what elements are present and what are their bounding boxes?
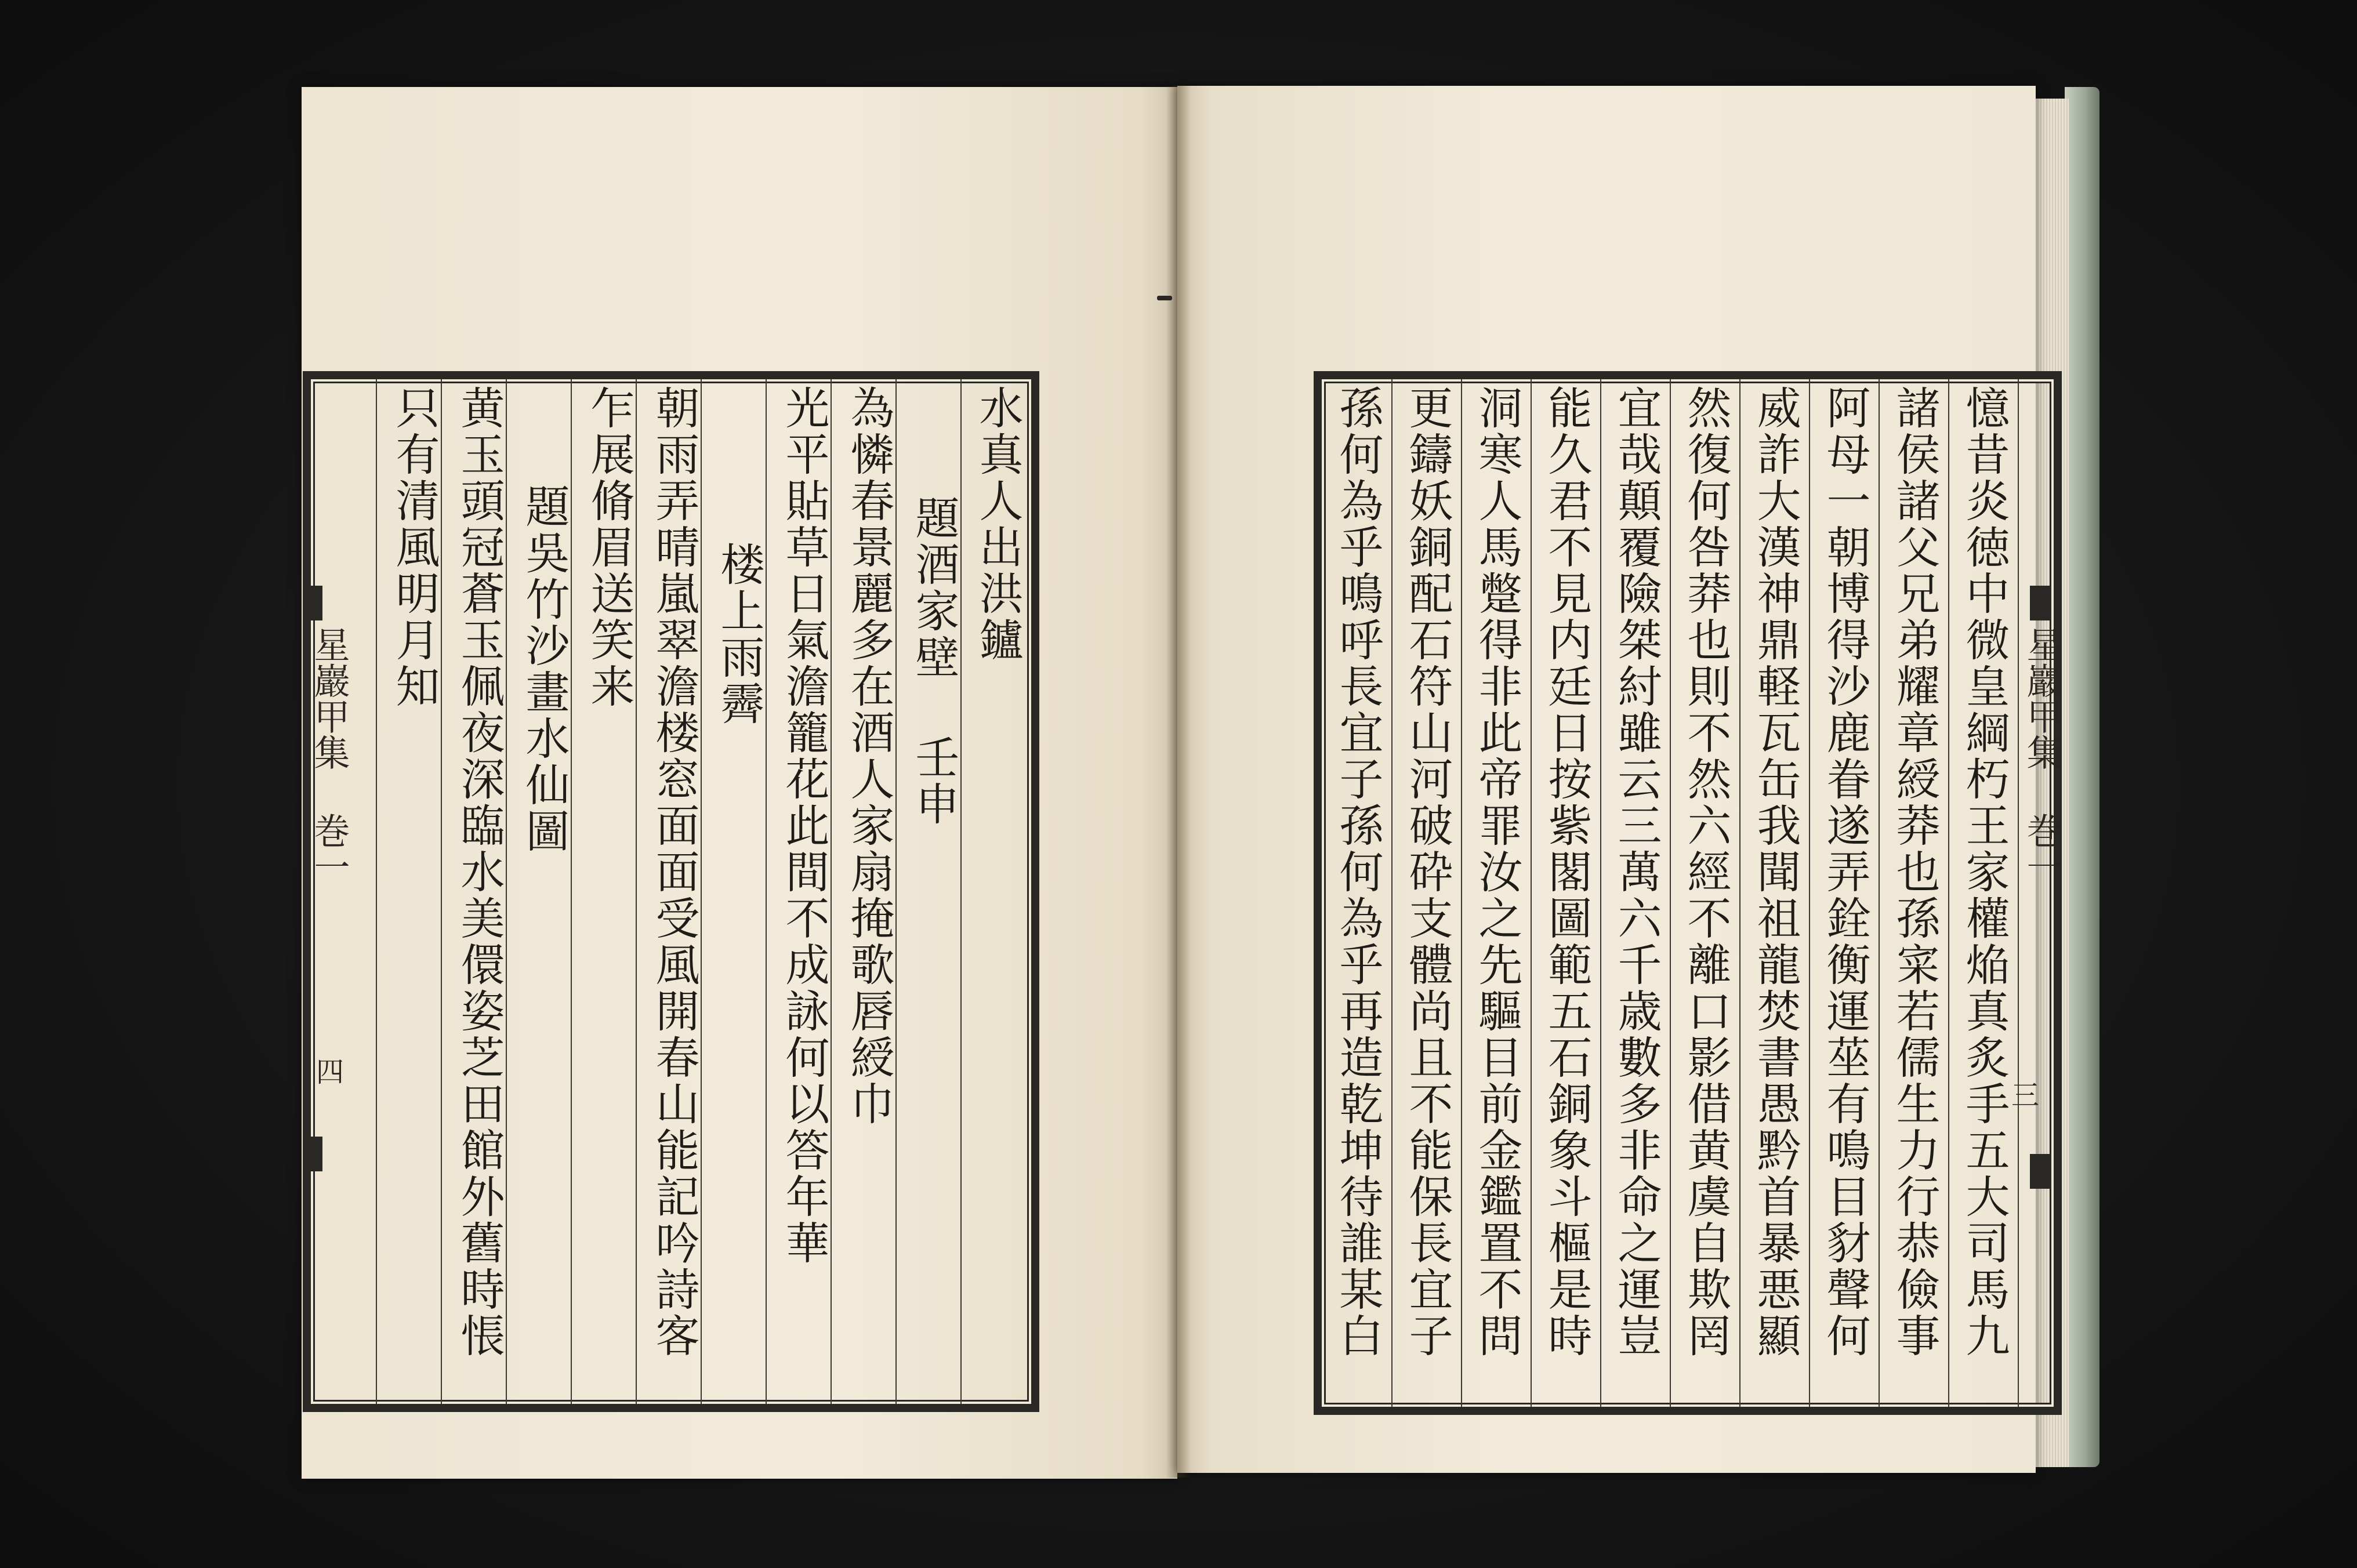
right-column-4: 威詐大漢神鼎軽瓦缶我聞祖龍焚書愚黔首暴悪顯 [1750, 385, 1801, 1359]
right-column-1: 憶昔炎徳中微皇綱朽王家權焔真炙手五大司馬九 [1959, 385, 2010, 1359]
right-fishtail-top [2030, 586, 2050, 620]
right-column-3: 阿母一朝博得沙鹿眷遂弄銓衡運莝有鳴目豺聲何 [1819, 385, 1871, 1359]
left-column-9: 黄玉頭冠蒼玉佩夜深臨水美儇姿芝田館外舊時悵 [454, 385, 505, 1359]
right-page-number: 三 [2011, 1079, 2040, 1112]
right-fishtail-bottom [2030, 1154, 2050, 1189]
left-column-7: 乍展脩眉送笑来 [583, 385, 635, 710]
book-gutter [1166, 86, 1191, 1478]
left-page-number: 四 [316, 1056, 345, 1088]
left-text-frame [303, 371, 1039, 1412]
left-column-2: 題酒家壁 壬申 [908, 495, 960, 827]
left-heart-title: 星巖甲集 巻一 [308, 626, 350, 884]
right-column-5: 然復何咎莽也則不然六經不離口影借黄虞自欺罔 [1680, 385, 1732, 1359]
left-column-5: 楼上雨霽 [713, 542, 765, 727]
right-heart-title: 星巖甲集 巻一 [2021, 626, 2063, 884]
left-column-10: 只有清風明月知 [389, 385, 440, 710]
right-text-frame [1314, 371, 2062, 1415]
left-column-6: 朝雨弄晴嵐翠澹楼窓面面受風開春山能記吟詩客 [648, 385, 700, 1359]
left-column-1: 水真人出洪鑪 [972, 385, 1024, 663]
right-column-10: 孫何為乎鳴呼長宜子孫何為乎再造乾坤待誰某白 [1332, 385, 1384, 1359]
left-fishtail-top [303, 586, 322, 620]
binding-thread [1157, 296, 1172, 300]
left-column-3: 為憐春景麗多在酒人家扇掩歌唇綬巾 [843, 385, 895, 1127]
left-column-4: 光平貼草日氣澹籠花此間不成詠何以答年華 [778, 385, 830, 1266]
left-fishtail-bottom [303, 1137, 322, 1171]
right-column-6: 宜哉顛覆險桀紂雖云三萬六千歳數多非命之運豈 [1611, 385, 1662, 1359]
right-column-2: 諸侯諸父兄弟耀章綬莽也孫寀若儒生力行恭儉事 [1889, 385, 1941, 1359]
right-column-7: 能久君不見内廷日按紫閣圖範五石銅象斗樞是時 [1541, 385, 1593, 1359]
left-column-8: 題吳竹沙畫水仙圖 [518, 484, 570, 855]
right-column-8: 洞寒人馬蹩得非此帝罪汝之先驅目前金鑑置不問 [1471, 385, 1523, 1359]
right-column-9: 更鑄妖銅配石符山河破砕支體尚且不能保長宜子 [1402, 385, 1453, 1359]
book-cover-edge [2065, 87, 2099, 1467]
